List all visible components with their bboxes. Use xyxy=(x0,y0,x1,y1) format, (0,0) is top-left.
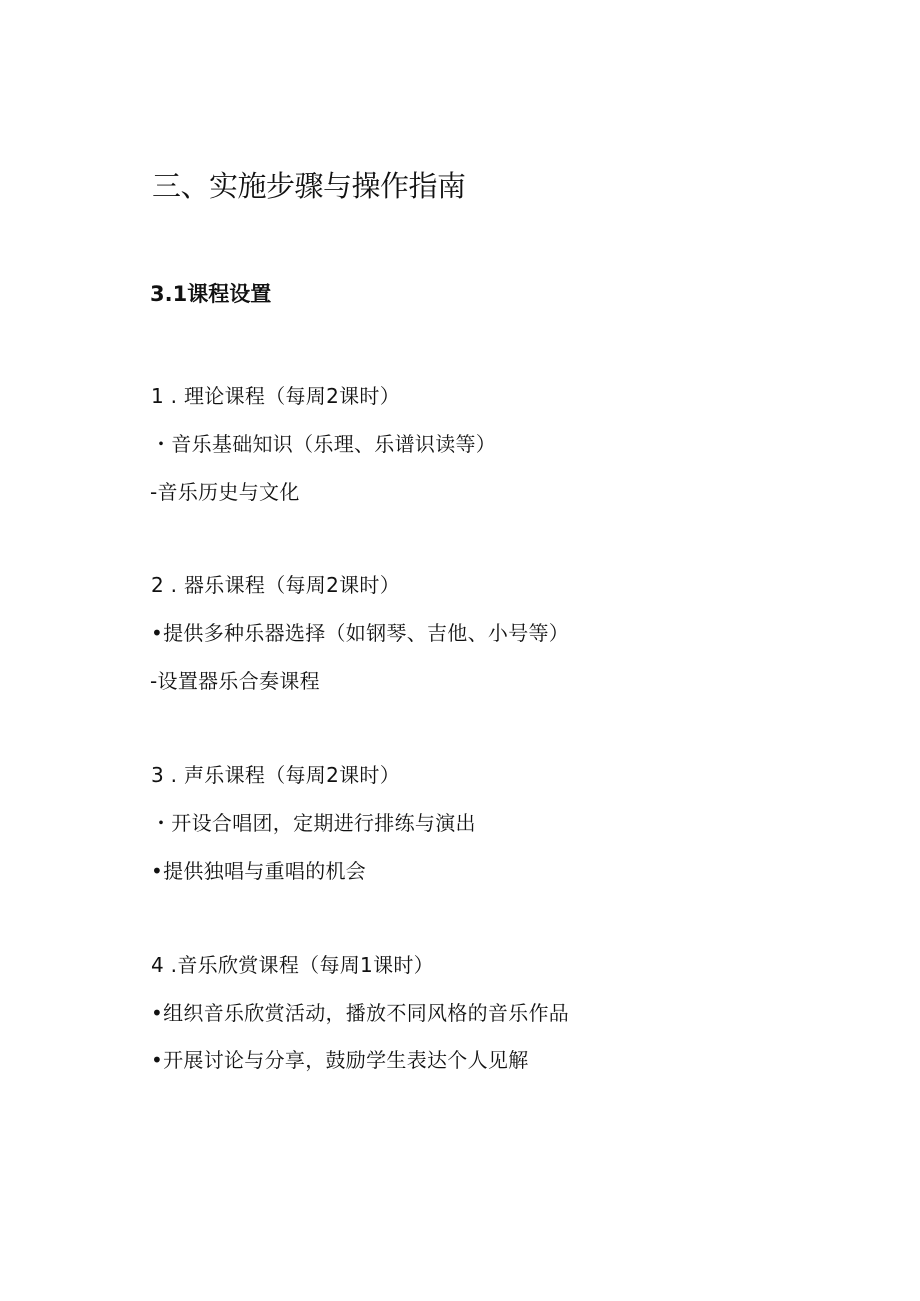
course-4-point-2: •开展讨论与分享，鼓励学生表达个人见解 xyxy=(151,1048,529,1072)
subsection-heading: 3.1课程设置 xyxy=(150,282,272,306)
course-1-point-1: ・音乐基础知识（乐理、乐谱识读等） xyxy=(151,432,497,456)
section-heading: 三、实施步骤与操作指南 xyxy=(152,169,466,203)
course-2-point-1: •提供多种乐器选择（如钢琴、吉他、小号等） xyxy=(151,621,570,645)
course-title-3: 3 . 声乐课程（每周2课时） xyxy=(151,763,401,787)
course-2-point-2: -设置器乐合奏课程 xyxy=(150,669,320,693)
course-title-1: 1 . 理论课程（每周2课时） xyxy=(151,384,401,408)
course-3-point-1: ・开设合唱团，定期进行排练与演出 xyxy=(151,811,476,835)
course-4-point-1: •组织音乐欣赏活动，播放不同风格的音乐作品 xyxy=(151,1001,570,1025)
course-3-point-2: •提供独唱与重唱的机会 xyxy=(151,859,367,883)
course-1-point-2: -音乐历史与文化 xyxy=(150,480,300,504)
course-title-4: 4 .音乐欣赏课程（每周1课时） xyxy=(151,953,434,977)
course-title-2: 2 . 器乐课程（每周2课时） xyxy=(151,573,401,597)
